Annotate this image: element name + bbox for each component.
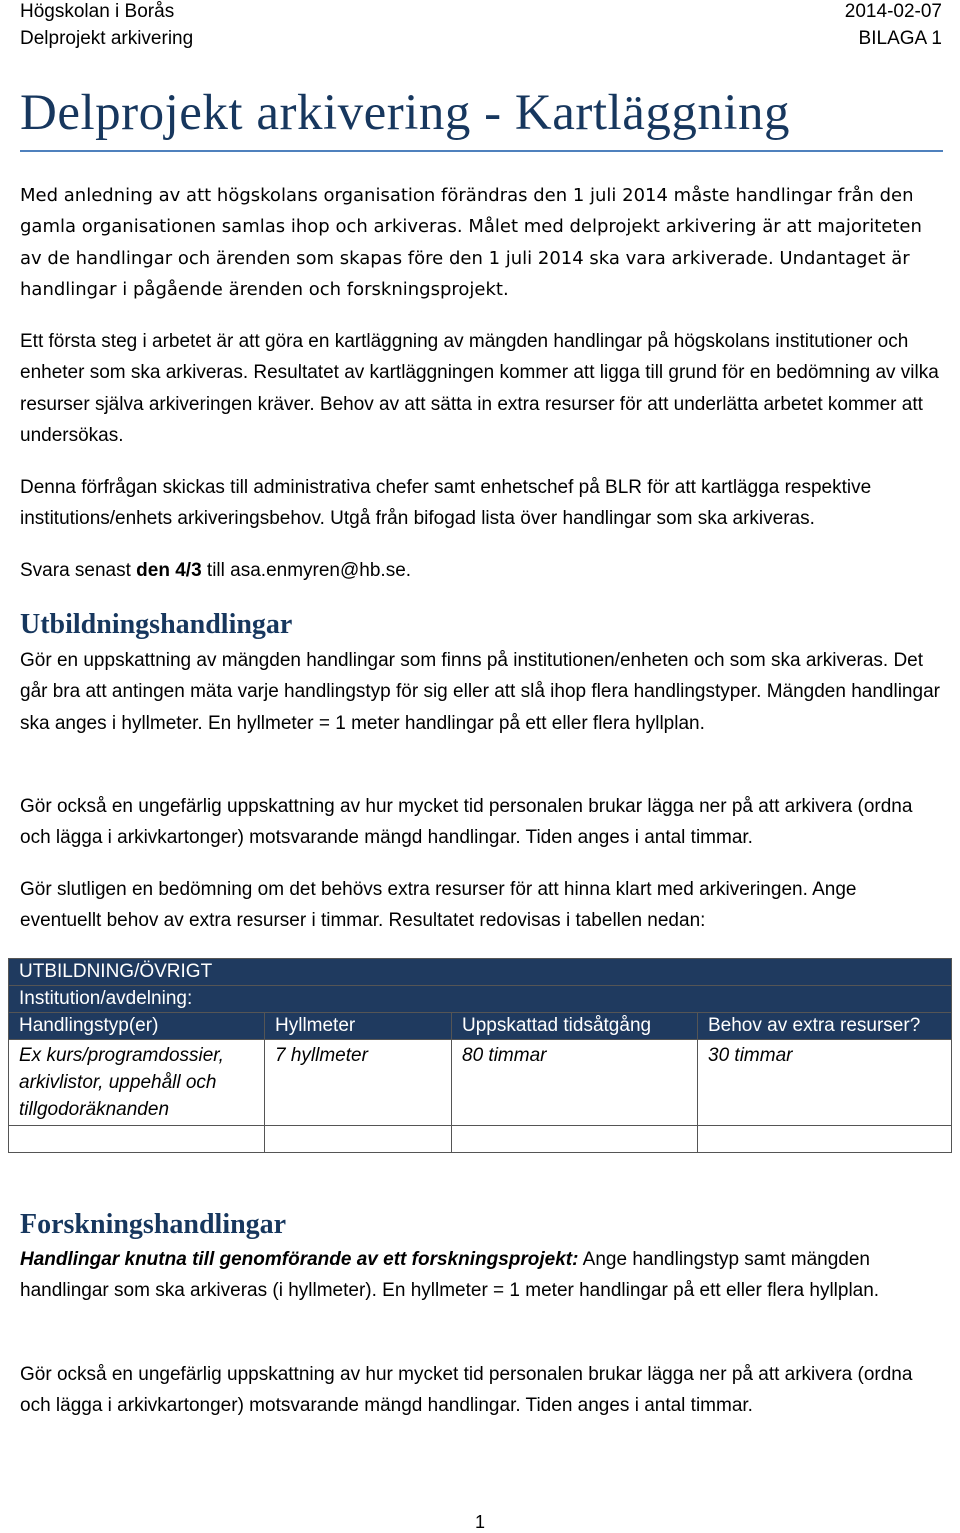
example-handlingstyp-cell[interactable]: Ex kurs/programdossier, arkivlistor, uppehåll och tillgodoräknanden [9, 1040, 265, 1126]
intro-paragraph-1: Med anledning av att högskolans organisation förändras den 1 juli 2014 måste handlingar från den gamla organisationen samlas ihop och arkiveras. Målet med delprojekt arkivering är att majoriteten av de handlingar och ärenden som skapas före den 1 juli 2014 ska vara arkiverade. Undantaget är handlingar i pågående ärenden och forskningsprojekt. [20, 185, 922, 300]
deadline-date: den 4/3 [136, 560, 202, 581]
estimate-table [8, 958, 952, 1153]
table-row [9, 986, 952, 1013]
empty-cell[interactable] [265, 1126, 452, 1153]
section1-paragraph-3: Gör slutligen en bedömning om det behövs extra resurser för att hinna klart med arkiveringen. Ange eventuellt behov av extra resurser i timmar. Resultatet redovisas i tabellen nedan: [20, 879, 857, 932]
example-hyllmeter-cell[interactable]: 7 hyllmeter [265, 1040, 452, 1126]
page-number: 1 [474, 1512, 485, 1532]
intro-paragraph-2: Ett första steg i arbetet är att göra en kartläggning av mängden handlingar på högskolans institutioner och enheter som ska arkiveras. Resultatet av kartläggningen kommer att ligga till grund för en bedömning av vilka resurser själva arkiveringen kräver. Behov av att sätta in extra resurser för att underlätta arbetet kommer att undersökas. [20, 331, 939, 446]
example-extra-resurser-cell[interactable]: 30 timmar [698, 1040, 952, 1126]
section2-paragraph-1 [20, 1244, 940, 1307]
section2-lead-rest: Ange handlingstyp samt mängden handlingar som ska arkiveras (i hyllmeter). En hyllmeter = 1 meter handlingar på ett eller flera hyllplan. [20, 1249, 880, 1302]
section1-paragraph-1: Gör en uppskattning av mängden handlingar som finns på institutionen/enheten och som ska arkiveras. Det går bra att antingen mäta varje handlingstyp för sig eller att slå ihop flera handlingstyper. Mängden handlingar ska anges i hyllmeter. En hyllmeter = 1 meter handlingar på ett eller flera hyllplan. [20, 650, 940, 734]
deadline-suffix: till asa.enmyren@hb.se. [201, 560, 412, 581]
section-heading-utbildning: Utbildningshandlingar [20, 609, 293, 640]
table-row [9, 1126, 952, 1153]
table-header-row [9, 1013, 952, 1040]
column-header-hyllmeter: Hyllmeter [265, 1013, 452, 1040]
table-row [9, 1040, 952, 1126]
empty-cell[interactable] [698, 1126, 952, 1153]
section-heading-forskning: Forskningshandlingar [20, 1209, 287, 1240]
column-header-extra-resurser: Behov av extra resurser? [698, 1013, 952, 1040]
section2-paragraph-2: Gör också en ungefärlig uppskattning av hur mycket tid personalen brukar lägga ner på att arkivera (ordna och lägga i arkivkartonger) motsvarande mängd handlingar. Tiden anges i antal timmar. [20, 1364, 913, 1417]
section2-lead: Handlingar knutna till genomförande av ett forskningsprojekt: [20, 1249, 579, 1270]
document-title: Delprojekt arkivering - Kartläggning [20, 82, 943, 152]
deadline-prefix: Svara senast [20, 560, 137, 581]
empty-cell[interactable] [9, 1126, 265, 1153]
table-category-cell: UTBILDNING/ÖVRIGT [9, 959, 952, 986]
header-attachment: BILAGA 1 [858, 28, 942, 49]
table-institution-cell[interactable]: Institution/avdelning: [9, 986, 952, 1013]
deadline-paragraph [20, 555, 940, 586]
header-project: Delprojekt arkivering [20, 28, 194, 49]
header-date: 2014-02-07 [844, 1, 942, 22]
header-institution: Högskolan i Borås [20, 1, 175, 22]
table-row [9, 959, 952, 986]
intro-paragraph-3: Denna förfrågan skickas till administrativa chefer samt enhetschef på BLR för att kartlägga respektive institutions/enhets arkiveringsbehov. Utgå från bifogad lista över handlingar som ska arkiveras. [20, 477, 872, 530]
example-tidsatgang-cell[interactable]: 80 timmar [452, 1040, 698, 1126]
column-header-handlingstyp: Handlingstyp(er) [9, 1013, 265, 1040]
section1-paragraph-2: Gör också en ungefärlig uppskattning av hur mycket tid personalen brukar lägga ner på att arkivera (ordna och lägga i arkivkartonger) motsvarande mängd handlingar. Tiden anges i antal timmar. [20, 796, 913, 849]
empty-cell[interactable] [452, 1126, 698, 1153]
column-header-tidsatgang: Uppskattad tidsåtgång [452, 1013, 698, 1040]
